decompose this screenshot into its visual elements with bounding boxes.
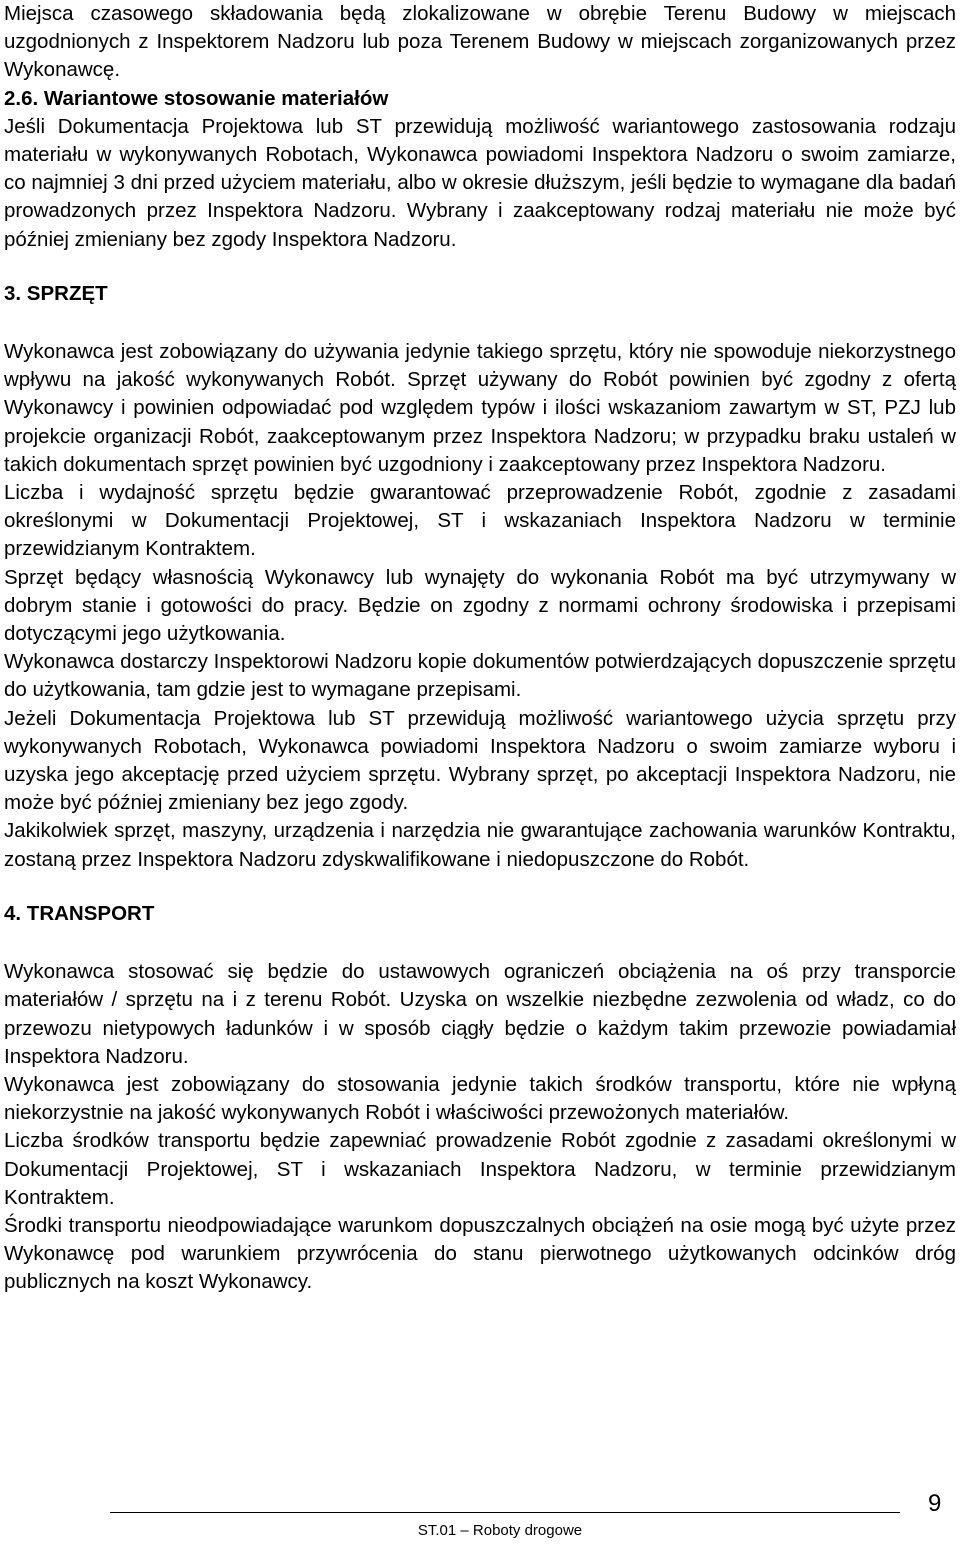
section-heading-equipment: 3. SPRZĘT [4, 281, 108, 305]
section3-paragraph: Liczba i wydajność sprzętu będzie gwarantować przeprowadzenie Robót, zgodnie z zasadami określonymi w Dokumentacji Projektowej, ST i wskazaniach Inspektora Nadzoru w terminie przewidzianym Kontraktem. [4, 481, 956, 561]
section3-paragraph: Jeżeli Dokumentacja Projektowa lub ST przewidują możliwość wariantowego użycia sprzętu przy wykonywanych Robotach, Wykonawca powiadomi Inspektora Nadzoru o swoim zamiarze wyboru i uzyska jego akceptację przed użyciem sprzętu. Wybrany sprzęt, po akceptacji Inspektora Nadzoru, nie może być później zmieniany bez jego zgody. [4, 706, 956, 815]
section4-paragraph: Wykonawca jest zobowiązany do stosowania jedynie takich środków transportu, które nie wpłyną niekorzystnie na jakość wykonywanych Robót i właściwości przewożonych materiałów. [4, 1072, 956, 1125]
section3-paragraph: Sprzęt będący własnością Wykonawcy lub wynajęty do wykonania Robót ma być utrzymywany w dobrym stanie i gotowości do pracy. Będzie on zgodny z normami ochrony środowiska i przepisami dotyczącymi jego użytkowania. [4, 565, 956, 646]
subsection-heading: 2.6. Wariantowe stosowanie materiałów [4, 86, 389, 110]
document-page [4, 0, 956, 1297]
section3-paragraph: Wykonawca jest zobowiązany do używania jedynie takiego sprzętu, który nie spowoduje niekorzystnego wpływu na jakość wykonywanych Robót. Sprzęt używany do Robót powinien być zgodny z ofertą Wykonawcy i powinien odpowiadać pod względem typów i ilości wskazaniom zawartym w ST, PZJ lub projekcie organizacji Robót, zaakceptowanym przez Inspektora Nadzoru; w przypadku braku ustaleń w takich dokumentach sprzęt powinien być uzgodniony i zaakceptowany przez Inspektora Nadzoru. [4, 340, 956, 476]
footer-title: ST.01 – Roboty drogowe [417, 1522, 583, 1539]
footer-divider [110, 1512, 900, 1513]
section4-paragraph: Liczba środków transportu będzie zapewniać prowadzenie Robót zgodnie z zasadami określonymi w Dokumentacji Projektowej, ST i wskazaniach Inspektora Nadzoru, w terminie przewidzianym Kontraktem. [4, 1129, 956, 1209]
section-heading-transport: 4. TRANSPORT [4, 901, 155, 925]
section4-paragraph: Wykonawca stosować się będzie do ustawowych ograniczeń obciążenia na oś przy transporcie materiałów / sprzętu na i z terenu Robót. Uzyska on wszelkie niezbędne zezwolenia od władz, co do przewozu nietypowych ładunków i w sposób ciągły będzie o każdym takim przewozie powiadamiał Inspektora Nadzoru. [4, 960, 956, 1068]
section3-paragraph: Wykonawca dostarczy Inspektorowi Nadzoru kopie dokumentów potwierdzających dopuszczenie sprzętu do użytkowania, tam gdzie jest to wymagane przepisami. [4, 650, 956, 702]
subsection-paragraph: Jeśli Dokumentacja Projektowa lub ST przewidują możliwość wariantowego zastosowania rodzaju materiału w wykonywanych Robotach, Wykonawca powiadomi Inspektora Nadzoru o swoim zamiarze, co najmniej 3 dni przed użyciem materiału, albo w okresie dłuższym, jeśli będzie to wymagane dla badań prowadzonych przez Inspektora Nadzoru. Wybrany i zaakceptowany rodzaj materiału nie może być później zmieniany bez zgody Inspektora Nadzoru. [4, 114, 956, 251]
section4-paragraph: Środki transportu nieodpowiadające warunkom dopuszczalnych obciążeń na osie mogą być użyte przez Wykonawcę pod warunkiem przywrócenia do stanu pierwotnego użytkowanych odcinków dróg publicznych na koszt Wykonawcy. [4, 1213, 956, 1294]
section3-paragraph: Jakikolwiek sprzęt, maszyny, urządzenia i narzędzia nie gwarantujące zachowania warunków Kontraktu, zostaną przez Inspektora Nadzoru zdyskwalifikowane i niedopuszczone do Robót. [4, 819, 956, 871]
page-number: 9 [928, 1490, 942, 1517]
intro-paragraph: Miejsca czasowego składowania będą zlokalizowane w obrębie Terenu Budowy w miejscach uzgodnionych z Inspektorem Nadzoru lub poza Terenem Budowy w miejscach zorganizowanych przez Wykonawcę. [4, 2, 956, 82]
